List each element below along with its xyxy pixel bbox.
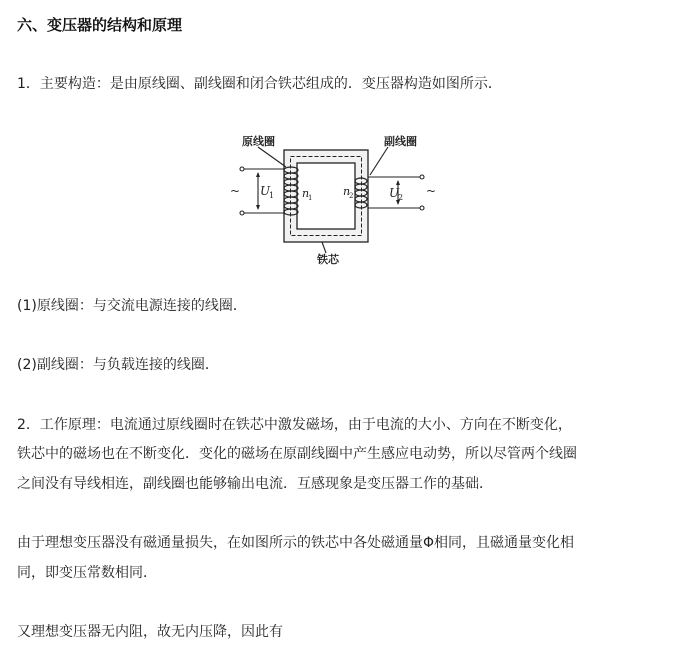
n2-subscript: 2 (349, 192, 354, 200)
u2-label: U (389, 186, 400, 200)
core-label: 铁芯 (317, 253, 339, 266)
secondary-coil-label: 副线圈 (384, 135, 417, 148)
paragraph-principle-line3: 之间没有导线相连，副线圈也能够输出电流．互感现象是变压器工作的基础． (17, 476, 493, 492)
paragraph-structure: 1．主要构造：是由原线圈、副线圈和闭合铁芯组成的．变压器构造如图所示． (17, 76, 502, 92)
n1-label: n (302, 187, 310, 200)
paragraph-principle-line2: 铁芯中的磁场也在不断变化．变化的磁场在原副线圈中产生感应电动势，所以尽管两个线圈 (17, 446, 577, 462)
u1-subscript: 1 (269, 191, 275, 200)
paragraph-principle-line1: 2．工作原理：电流通过原线圈时在铁芯中激发磁场，由于电流的大小、方向在不断变化， (17, 417, 572, 433)
paragraph-no-resistance: 又理想变压器无内阻，故无内压降，因此有 (17, 624, 283, 640)
primary-coil-label: 原线圈 (242, 135, 275, 148)
u1-label: U (260, 184, 271, 198)
paragraph-flux-line2: 同，即变压常数相同． (17, 565, 157, 581)
ac-symbol-right: ~ (426, 184, 437, 198)
item-secondary-coil: (2)副线圈：与负载连接的线圈． (17, 357, 219, 373)
ac-symbol-left: ~ (230, 184, 241, 198)
section-heading: 六、变压器的结构和原理 (17, 16, 183, 34)
paragraph-flux-line1: 由于理想变压器没有磁通量损失，在如图所示的铁芯中各处磁通量Φ相同，且磁通量变化相 (17, 535, 575, 551)
n2-label: n (343, 185, 351, 198)
n1-subscript: 1 (308, 194, 313, 202)
u2-subscript: 2 (398, 193, 404, 202)
item-primary-coil: (1)原线圈：与交流电源连接的线圈． (17, 298, 247, 314)
transformer-diagram (222, 125, 458, 267)
